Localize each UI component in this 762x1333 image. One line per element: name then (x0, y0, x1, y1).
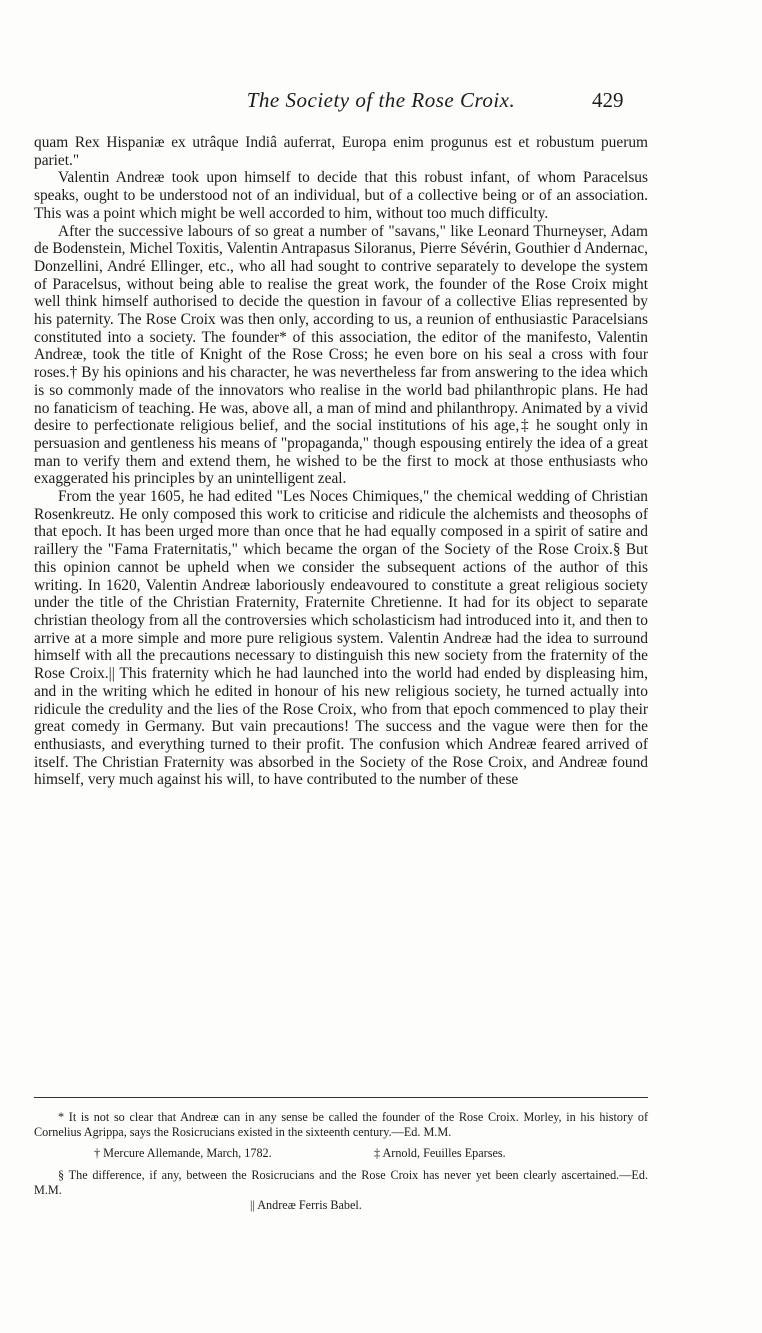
footnote-double-dagger: ‡ Arnold, Feuilles Eparses. (374, 1146, 506, 1161)
footnote-parallel: || Andreæ Ferris Babel. (250, 1198, 362, 1213)
footnote-dagger: † Mercure Allemande, March, 1782. (94, 1146, 272, 1161)
footnote-section: § The difference, if any, between the Rosicrucians and the Rose Croix has never yet been clearly ascertained.—Ed. M.M. (34, 1167, 648, 1197)
paragraph: Valentin Andreæ took upon himself to decide that this robust infant, of whom Paracelsus speaks, ought to be understood not of an individual, but of a collective being or of an association. This was a point which might be well accorded to him, without too much difficulty. (34, 169, 648, 222)
running-title: The Society of the Rose Croix. (246, 88, 516, 112)
footnotes (34, 1110, 648, 1213)
paragraph: After the successive labours of so great a number of "savans," like Leonard Thurneyser, Adam de Bodenstein, Michel Toxitis, Valentin Antrapasus Siloranus, Pierre Sévérin, Gouthier d Andernac, Donzellini, André Ellinger, etc., who all had sought to contrive separately to develope the system of Paracelsus, without being able to realise the great work, the founder of the Rose Croix might well think himself authorised to decide the question in favour of a collective Elias represented by his paternity. The Rose Croix was then only, according to us, a reunion of enthusiastic Paracelsians constituted into a society. The founder* of this association, the editor of the manifesto, Valentin Andreæ, took the title of Knight of the Rose Cross; he even bore on his seal a cross with four roses.† By his opinions and his character, he was nevertheless far from answering to the idea which is so commonly made of the innovators who realise in the world bad philanthropic plans. He had no fanaticism of teaching. He was, above all, a man of mind and philanthropy. Animated by a vivid desire to perfectionate religious belief, and the social institutions of his age,‡ he sought only in persuasion and gentleness his means of "propaganda," though espousing entirely the idea of a great man to verify them and extend them, he wished to be the first to mock at those enthusiasts who exaggerated his principles by an unintelligent zeal. (34, 222, 648, 488)
body-text (34, 134, 648, 789)
paragraph: From the year 1605, he had edited "Les Noces Chimiques," the chemical wedding of Christian Rosenkreutz. He only composed this work to criticise and ridicule the alchemists and theosophs of that epoch. It has been urged more than once that he had equally composed in a spirit of satire and raillery the "Fama Fraternitatis," which became the organ of the Society of the Rose Croix.§ But this opinion cannot be upheld when we consider the subsequent actions of the author of this writing. In 1620, Valentin Andreæ laboriously endeavoured to constitute a great religious society under the title of the Christian Fraternity, Fraternite Chretienne. It had for its object to separate christian theology from all the controversies which scholasticism had introduced into it, and then to arrive at a more simple and more pure religious system. Valentin Andreæ had the idea to surround himself with all the precautions necessary to distinguish this new society from the fraternity of the Rose Croix.|| This fraternity which he had launched into the world had ended by displeasing him, and in the writing which he edited in honour of his new religious society, he turned actually into ridicule the credulity and the lies of the Rose Croix, who from that epoch commenced to play their great comedy in Germany. But vain precautions! The success and the vague were then for the enthusiasts, and everything turned to their profit. The confusion which Andreæ feared arrived of itself. The Christian Fraternity was absorbed in the Society of the Rose Croix, and Andreæ found himself, very much against his will, to have contributed to the number of these (34, 488, 648, 789)
footnote-row (34, 1146, 648, 1161)
footnote-divider (34, 1097, 648, 1098)
paragraph-continuation: quam Rex Hispaniæ ex utrâque Indiâ auferrat, Europa enim progunus est et robustum puerum pariet." (34, 134, 648, 169)
page-number: 429 (592, 88, 624, 112)
footnote-star: * It is not so clear that Andreæ can in any sense be called the founder of the Rose Croix. Morley, in his history of Cornelius Agrippa, says the Rosicrucians existed in the sixteenth century.—Ed. M.M. (34, 1110, 648, 1140)
